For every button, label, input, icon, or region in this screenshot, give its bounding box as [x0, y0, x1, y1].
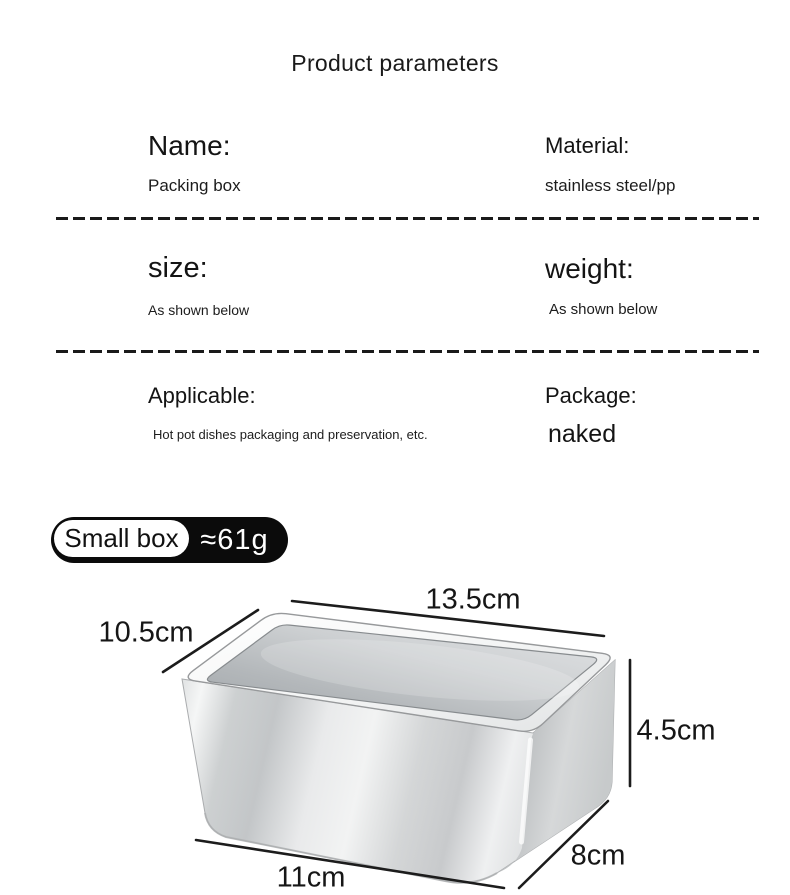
material-value: stainless steel/pp — [545, 176, 676, 195]
applicable-label: Applicable: — [148, 383, 256, 408]
dimension-label-bottom-depth: 8cm — [570, 839, 626, 872]
dashed-divider — [56, 217, 759, 220]
package-value: naked — [548, 420, 617, 448]
material-label: Material: — [545, 133, 630, 158]
page-title: Product parameters — [291, 50, 499, 76]
size-value: As shown below — [148, 302, 250, 318]
weight-label: weight: — [545, 253, 634, 284]
badge-product-name-pill — [54, 520, 189, 557]
badge-product-name: Small box — [64, 523, 179, 553]
dimension-label-height: 4.5cm — [636, 714, 716, 747]
applicable-value: Hot pot dishes packaging and preservation, etc. — [153, 427, 428, 442]
weight-value: As shown below — [549, 301, 658, 318]
weight-badge — [51, 517, 288, 563]
dimension-label-side-width: 10.5cm — [98, 616, 194, 649]
dimension-label-bottom-length: 11cm — [276, 861, 346, 894]
badge-weight-value: ≈61g — [200, 523, 269, 556]
dashed-divider — [56, 350, 759, 353]
name-label: Name: — [148, 130, 231, 161]
size-label: size: — [148, 252, 208, 284]
name-value: Packing box — [148, 176, 241, 195]
package-label: Package: — [545, 383, 637, 408]
dimension-label-top-length: 13.5cm — [425, 583, 521, 616]
